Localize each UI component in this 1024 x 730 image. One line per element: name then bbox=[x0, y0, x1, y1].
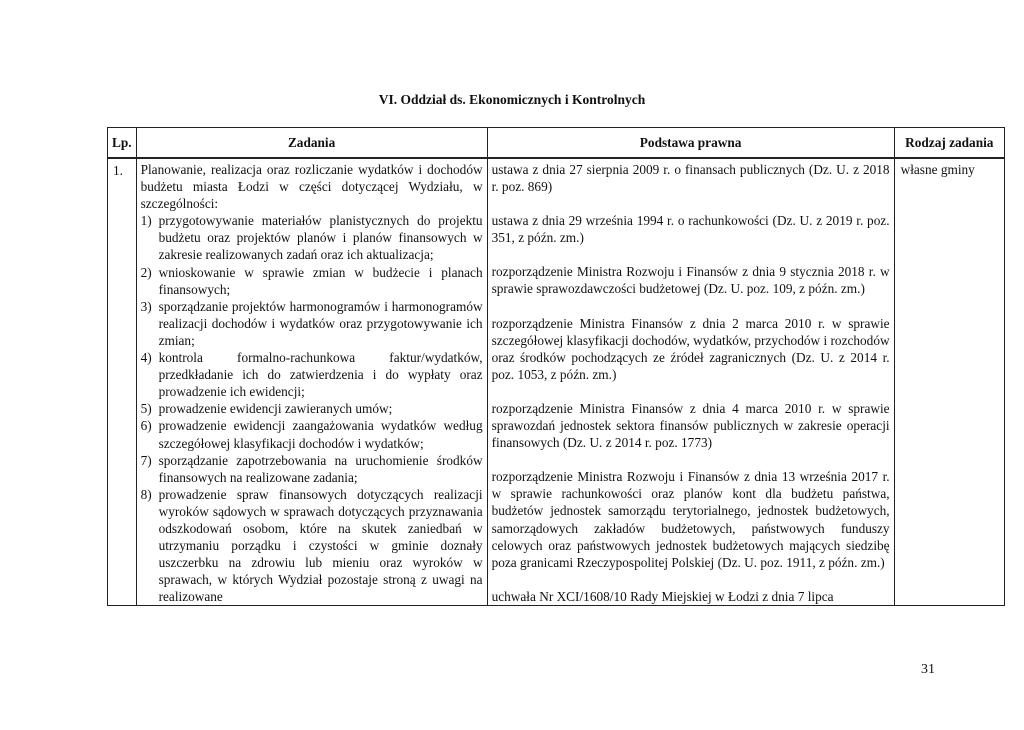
item-number: 8) bbox=[140, 486, 152, 502]
item-number: 3) bbox=[140, 298, 152, 314]
item-number: 7) bbox=[140, 452, 152, 468]
legal-basis-entry: uchwała Nr XCI/1608/10 Rady Miejskiej w Łodzi z dnia 7 lipca bbox=[491, 588, 834, 604]
cell-lp: 1. bbox=[108, 158, 137, 606]
section-title: VI. Oddział ds. Ekonomicznych i Kontrolnych bbox=[378, 92, 646, 107]
legal-basis-entry: rozporządzenie Ministra Finansów z dnia 4 marca 2010 r. w sprawie sprawozdań jednostek sektora finansów publicznych w zakresie operacji finansowych (Dz. U. z 2014 r. poz. 1773) bbox=[491, 400, 890, 451]
cell-zadania bbox=[136, 158, 487, 606]
zadania-item bbox=[141, 298, 483, 349]
zadania-item bbox=[141, 400, 483, 417]
zadania-intro: Planowanie, realizacja oraz rozliczanie wydatków i dochodów budżetu miasta Łodzi w części dotyczącej Wydziału, w szczególności: bbox=[140, 162, 483, 212]
item-number: 1) bbox=[140, 213, 152, 229]
item-text: prowadzenie ewidencji zaangażowania wydatków według szczegółowej klasyfikacji dochodów i wydatków; bbox=[158, 418, 483, 451]
header-podstawa: Podstawa prawna bbox=[487, 128, 894, 159]
legal-basis-entry: rozporządzenie Ministra Finansów z dnia 2 marca 2010 r. w sprawie szczegółowej klasyfikacji dochodów, wydatków, przychodów i rozchodów oraz środków pochodzących ze źródeł zagranicznych (Dz. U. z 2014 r. poz. 1053, z późn. zm.) bbox=[491, 315, 890, 382]
item-number: 6) bbox=[140, 418, 152, 434]
tasks-table bbox=[107, 127, 1005, 606]
table-header-row bbox=[108, 128, 1005, 159]
legal-basis-entry: ustawa z dnia 27 sierpnia 2009 r. o finansach publicznych (Dz. U. z 2018 r. poz. 869) bbox=[491, 162, 890, 195]
header-lp: Lp. bbox=[108, 128, 137, 159]
item-text: kontrola formalno-rachunkowa faktur/wydatków, przedkładanie ich do zatwierdzenia i do wypłaty oraz prowadzenie ich ewidencji; bbox=[158, 350, 483, 400]
zadania-item bbox=[141, 264, 483, 298]
item-text: sporządzanie projektów harmonogramów i harmonogramów realizacji dochodów i wydatków oraz przygotowywanie ich zmian; bbox=[158, 298, 483, 348]
item-text: przygotowywanie materiałów planistycznych do projektu budżetu oraz projektów planów i planów finansowych w zakresie realizowanych zadań oraz ich aktualizacja; bbox=[158, 213, 483, 263]
legal-basis-entry: ustawa z dnia 29 września 1994 r. o rachunkowości (Dz. U. z 2019 r. poz. 351, z późn. zm.) bbox=[491, 213, 890, 246]
page-number: 31 bbox=[921, 662, 935, 677]
zadania-item bbox=[141, 452, 483, 486]
zadania-item bbox=[141, 212, 483, 263]
cell-rodzaj: własne gminy bbox=[894, 158, 1004, 606]
item-text: sporządzanie zapotrzebowania na uruchomienie środków finansowych na realizowane zadania; bbox=[158, 452, 483, 485]
cell-podstawa bbox=[487, 158, 894, 606]
zadania-item bbox=[141, 486, 483, 606]
table-row bbox=[108, 158, 1005, 606]
zadania-item bbox=[141, 417, 483, 451]
header-zadania: Zadania bbox=[136, 128, 487, 159]
item-text: prowadzenie ewidencji zawieranych umów; bbox=[158, 401, 393, 417]
item-text: wnioskowanie w sprawie zmian w budżecie i planach finansowych; bbox=[158, 264, 483, 297]
item-number: 2) bbox=[140, 264, 152, 280]
item-text: prowadzenie spraw finansowych dotyczących realizacji wyroków sądowych w sprawach dotyczących przyznawania odszkodowań osobom, które na skutek zaniedbań w utrzymaniu porządku i czystości w gminie doznały uszczerbku na zdrowiu lub mieniu oraz wyroków w sprawach, w których Wydział pozostaje stroną z uwagi na realizowane bbox=[158, 486, 483, 605]
item-number: 5) bbox=[140, 401, 152, 417]
legal-basis-entry: rozporządzenie Ministra Rozwoju i Finansów z dnia 13 września 2017 r. w sprawie rachunkowości oraz planów kont dla budżetu państwa, budżetów jednostek samorządu terytorialnego, jednostek budżetowych, samorządowych zakładów budżetowych, państwowych funduszy celowych oraz państwowych jednostek budżetowych mających siedzibę poza granicami Rzeczypospolitej Polskiej (Dz. U. poz. 1911, z późn. zm.) bbox=[491, 469, 890, 570]
zadania-item bbox=[141, 349, 483, 400]
legal-basis-entry: rozporządzenie Ministra Rozwoju i Finansów z dnia 9 stycznia 2018 r. w sprawie sprawozdawczości budżetowej (Dz. U. poz. 109, z późn. zm.) bbox=[491, 264, 890, 297]
item-number: 4) bbox=[140, 350, 152, 366]
header-rodzaj: Rodzaj zadania bbox=[894, 128, 1004, 159]
